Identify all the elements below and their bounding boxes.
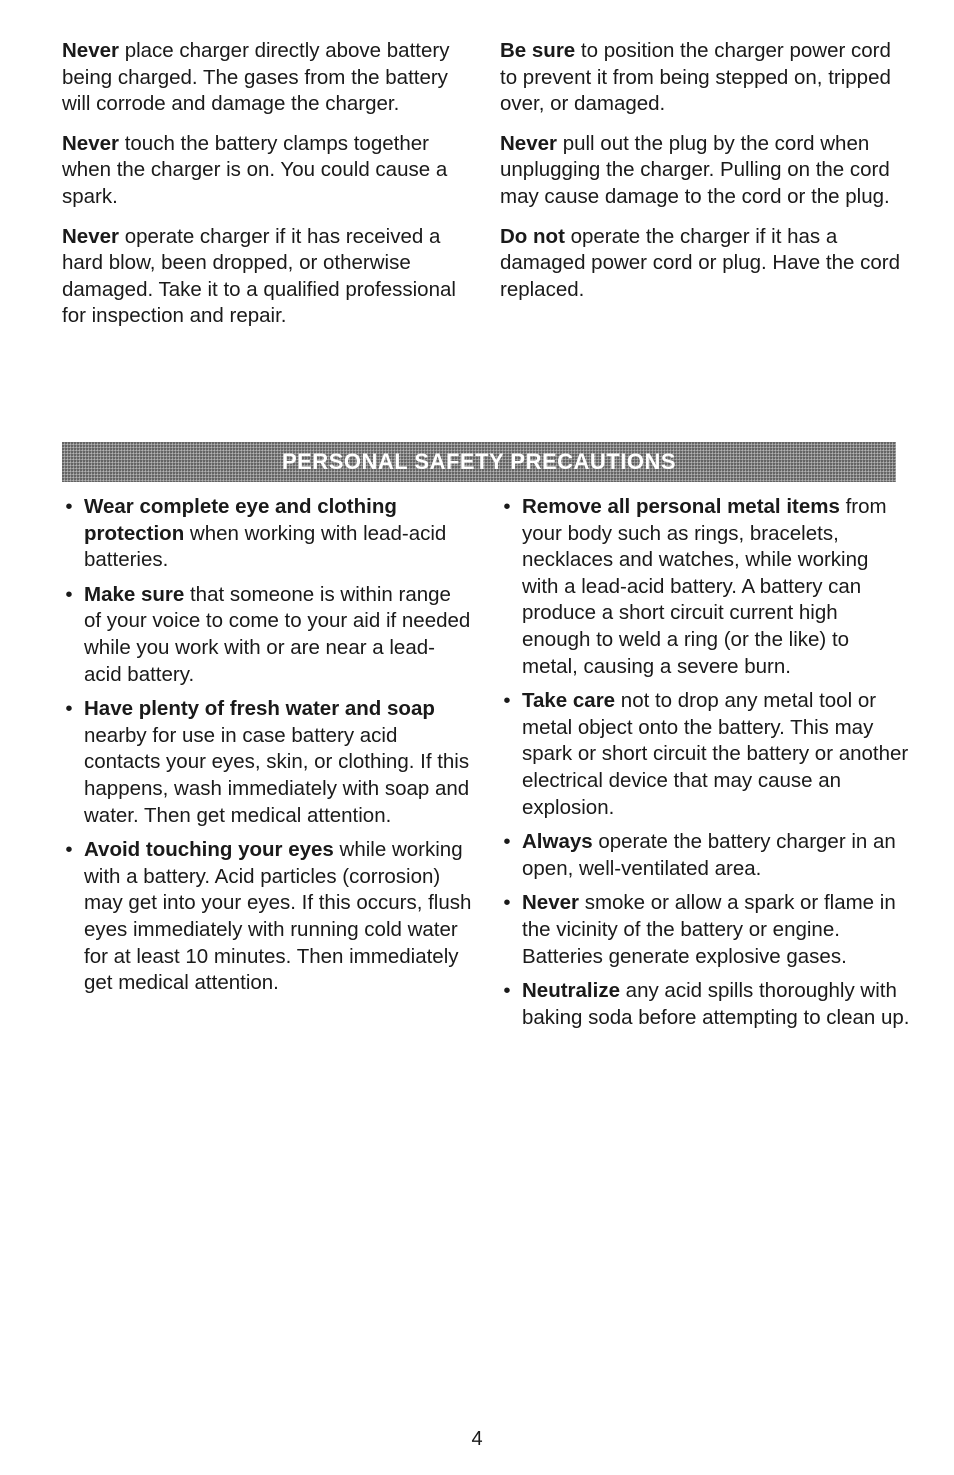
bullet-icon: • [503,891,511,915]
paragraph [500,224,910,304]
bullet-icon: • [65,838,73,862]
bold-lead: Remove all personal metal items [522,495,840,518]
section-banner [62,442,896,482]
paragraph [500,131,910,211]
list-item [500,494,910,680]
list-item-text: that someone is within range of your voice to come to your aid if needed while you work with or are near a lead-acid battery. [84,582,471,686]
paragraph [62,131,472,211]
list-item [500,829,910,882]
list-item [62,696,472,829]
bullet-icon: • [65,495,73,518]
bullets-left-column [62,494,472,1005]
list-item-text: while working with a battery. Acid particles (corrosion) may get into your eyes. If this occurs, flush eyes immediately with running cold water for at least 10 minutes. Then immediately get medical attention. [84,838,472,995]
paragraph [500,38,910,118]
list-item [500,890,910,970]
list-item [500,688,910,821]
list-item-text: any acid spills thoroughly with baking soda before attempting to clean up. [522,979,910,1029]
paragraph-text: pull out the plug by the cord when unplugging the charger. Pulling on the cord may cause damage to the cord or the plug. [500,131,890,208]
list-item-text: nearby for use in case battery acid contacts your eyes, skin, or clothing. If this happens, wash immediately with soap and water. Then get medical attention. [84,723,470,827]
list-item-text: smoke or allow a spark or flame in the vicinity of the battery or engine. Batteries generate explosive gases. [522,891,896,968]
bold-lead: Avoid touching your eyes [84,838,334,862]
bullet-icon: • [65,697,73,721]
bold-lead: Always [522,830,593,854]
bold-lead: Never [62,39,119,62]
list-item [62,582,472,688]
list-item-text: when working with lead-acid batteries. [84,521,447,572]
list-item-text: not to drop any metal tool or metal object onto the battery. This may spark or short circuit the battery or another electrical device that may cause an explosion. [522,689,909,819]
bold-lead: Never [500,131,557,155]
section-title: PERSONAL SAFETY PRECAUTIONS [281,449,677,474]
bold-lead: Have plenty of fresh water and soap [84,697,435,721]
bold-lead: Neutralize [522,979,620,1003]
bullet-icon: • [503,689,511,713]
bold-lead: Never [522,891,579,915]
paragraph-text: operate the charger if it has a damaged power cord or plug. Have the cord replaced. [500,224,900,301]
paragraph-text: operate charger if it has received a hard blow, been dropped, or otherwise damaged. Take it to a qualified professional for inspection and repair. [62,224,456,328]
bold-lead: Take care [522,689,616,713]
bold-lead: Wear complete eye and clothing protection [84,495,397,545]
bullet-icon: • [65,582,73,606]
list-item-text: operate the battery charger in an open, well-ventilated area. [522,830,896,880]
bold-lead: Be sure [500,39,576,62]
paragraph-text: place charger directly above battery being charged. The gases from the battery will corrode and damage the charger. [62,39,450,116]
page-number: 4 [471,1428,483,1450]
list-item [500,978,910,1031]
bold-lead: Never [62,131,119,155]
list-item [62,837,472,997]
list-item-text: from your body such as rings, bracelets, necklaces and watches, while working with a lead-acid battery. A battery can produce a short circuit current high enough to weld a ring (or the like) to metal, causing a severe burn. [522,495,887,678]
paragraph-text: touch the battery clamps together when the charger is on. You could cause a spark. [62,131,448,208]
paragraph [62,224,472,330]
bullet-icon: • [503,979,511,1003]
bold-lead: Make sure [84,582,185,606]
top-left-column [62,38,472,343]
paragraph-text: to position the charger power cord to prevent it from being stepped on, tripped over, or damaged. [500,39,891,116]
bullet-icon: • [503,495,511,518]
bullet-icon: • [503,830,511,854]
paragraph [62,38,472,118]
list-item [62,494,472,574]
top-right-column [500,38,910,316]
bold-lead: Never [62,224,119,248]
bullets-right-column [500,494,910,1039]
bold-lead: Do not [500,224,565,248]
